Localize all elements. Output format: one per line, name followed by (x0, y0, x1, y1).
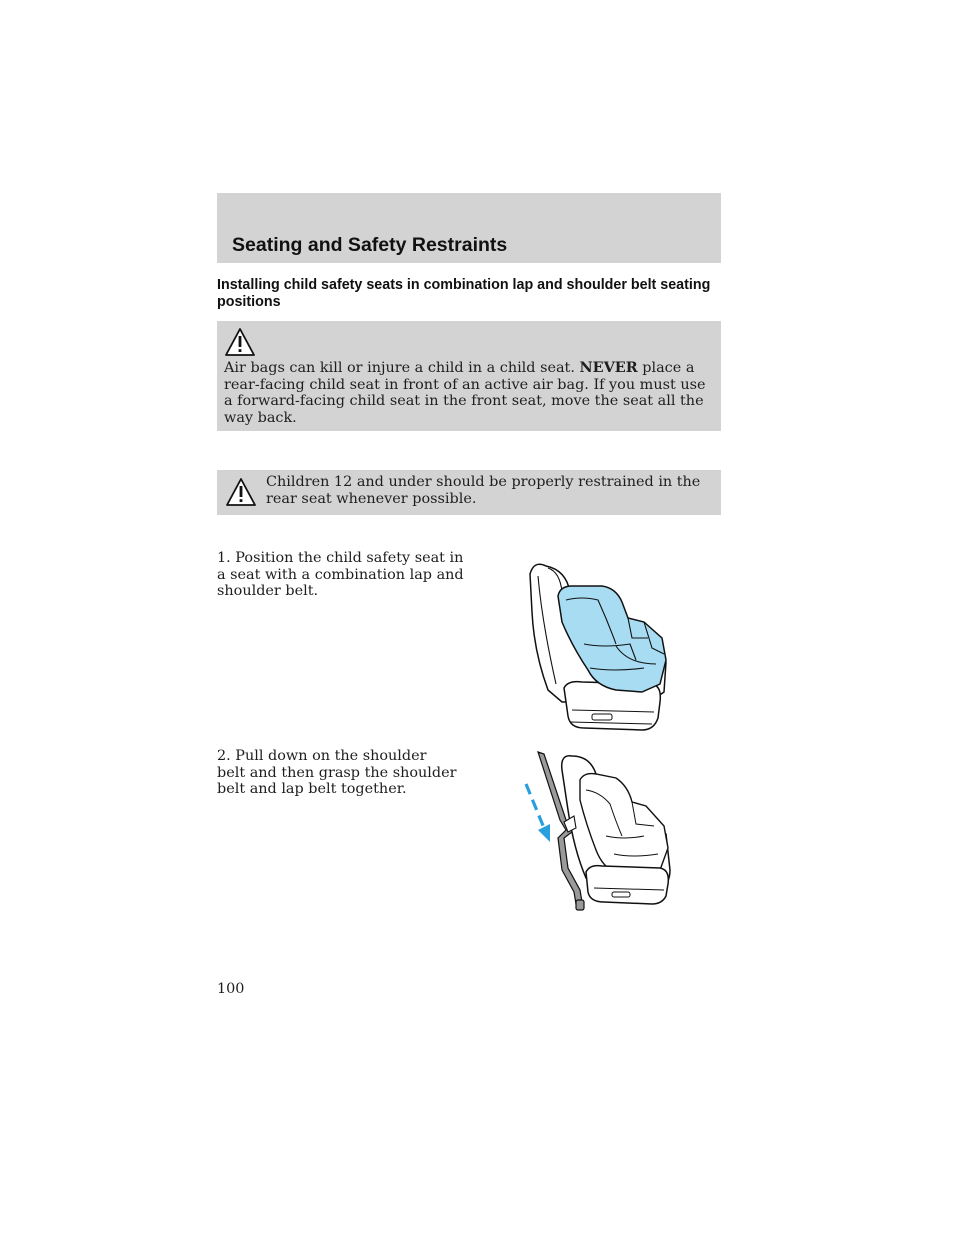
warning-box-airbag (217, 321, 721, 431)
page-title: Seating and Safety Restraints (232, 234, 508, 256)
step-1-text: 1. Position the child safety seat in a seat with a combination lap and shoulder belt. (217, 550, 464, 599)
step-2-text: 2. Pull down on the shoulder belt and then grasp the shoulder belt and lap belt together. (217, 748, 457, 797)
warning-text-airbag: Air bags can kill or injure a child in a child seat. NEVER place a rear-facing child seat in front of an active air bag. If you must use a forward-facing child seat in the front seat, move the seat all the way back. (224, 359, 706, 426)
section-heading: Installing child safety seats in combination lap and shoulder belt seating positions (217, 277, 711, 310)
header-band (217, 193, 721, 263)
warning-emphasis: NEVER (579, 359, 638, 376)
warning-triangle-icon (225, 477, 257, 507)
shoulder-belt-illustration (520, 750, 676, 916)
child-seat-illustration (524, 552, 674, 736)
warning-triangle-icon (224, 327, 256, 357)
warning-text-children: Children 12 and under should be properly restrained in the rear seat whenever possible. (266, 474, 701, 507)
warning-box-children (217, 470, 721, 515)
page-number: 100 (217, 981, 245, 997)
